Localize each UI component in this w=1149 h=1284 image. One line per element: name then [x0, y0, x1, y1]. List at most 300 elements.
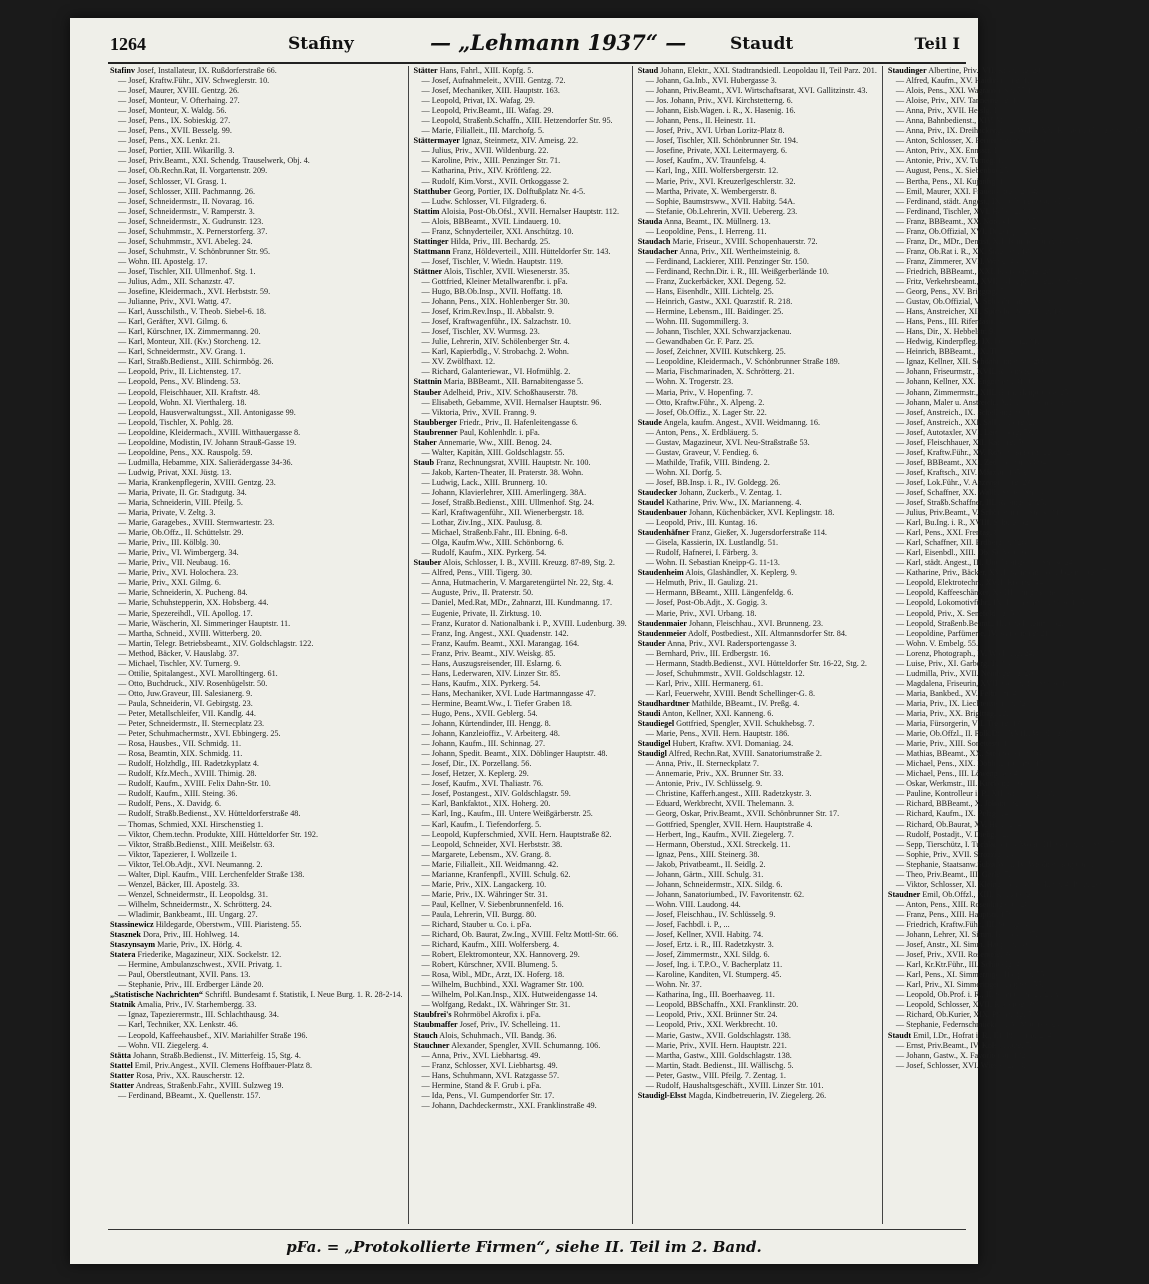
- entry-text: — Gustav, Graveur, V. Fendieg. 6.: [645, 447, 759, 457]
- directory-entry: [110, 1051, 403, 1061]
- directory-entry: [638, 217, 877, 227]
- entry-text: Hildegarde, Oberstwm., VIII. Piaristeng. 55.: [155, 919, 302, 929]
- entry-text: — Josef, Kraftsch., XIV. Märzstr. 105A.: [895, 467, 1029, 477]
- entry-text: — Elisabeth, Gebamme, XVII. Hernalser Hauptstr. 96.: [421, 397, 602, 407]
- directory-entry: [110, 257, 403, 267]
- entry-text: — Karl, Pens., XXI. Frentag. 8.: [895, 528, 1001, 538]
- entry-text: — Johann, Zimmermstr., XIII. Hern. Hauptstraße 25.: [895, 387, 1071, 397]
- entry-text: — Leopold, Fleischhauer, XII. Kraftstr. 48.: [118, 387, 261, 397]
- entry-text: — Viktor, Chem.techn. Produkte, XIII. Hütteldorfer Str. 192.: [118, 829, 319, 839]
- directory-entry: [414, 558, 627, 568]
- entry-text: — Friedrich, BBBeamt., XXI. Konstanzlag. 28.: [895, 266, 1053, 276]
- directory-entry: [414, 277, 627, 287]
- entry-text: — Anton, Pens., XIII. Rosenhügelstr. 28.: [895, 899, 1031, 909]
- directory-entry: [414, 267, 627, 277]
- directory-entry: [638, 277, 877, 287]
- directory-entry: [414, 418, 627, 428]
- entry-text: Rohrmöbel Akrofix i. pFa.: [453, 1010, 541, 1020]
- directory-columns: [108, 66, 1144, 1224]
- entry-text: — Otto, Kraftw.Führ., X. Alpeng. 2.: [645, 397, 765, 407]
- directory-entry: [888, 76, 1144, 86]
- entry-text: — Marie, Priv., XVI. Kreuzerlgeschlerstr. 32.: [645, 176, 796, 186]
- directory-entry: [638, 940, 877, 950]
- entry-text: — Rudolf, Haushaltsgeschäft., XVIII. Linzer Str. 101.: [645, 1080, 824, 1090]
- entry-text: — Gottfried, Spengler, XVII. Hern. Hauptstraße 4.: [645, 819, 813, 829]
- entry-text: — Helmuth, Priv., II. Gaulizg. 21.: [645, 578, 758, 588]
- directory-entry: [414, 377, 627, 387]
- entry-text: — Alois, Pens., XXI. Wagramer Str. 57-103.: [895, 86, 1043, 96]
- entry-text: — Johann, Gärtn., XIII. Schulg. 31.: [645, 869, 764, 879]
- entry-text: — Hedwig, Kinderpfleg., IX. D'Orsang. 11.: [895, 337, 1040, 347]
- directory-entry: [414, 66, 627, 76]
- entry-text: — Marie, Ob.Offzl., II. Polk.Dir., XVIII. Weitlofg. 17.: [895, 729, 1076, 739]
- directory-entry: [888, 166, 1144, 176]
- directory-entry: [414, 639, 627, 649]
- entry-text: — Leopold, Elektrotechn., XVII. Kreuzg. 44.: [895, 578, 1046, 588]
- entry-text: Franz, Rechnungsrat, XVIII. Hauptstr. Nr. 100.: [436, 457, 591, 467]
- entry-text: — Franz, BBBeamt., XX. Nordbahnstr. 17.: [895, 216, 1039, 226]
- first-entry-name: Stafiny: [288, 34, 354, 54]
- directory-entry: [110, 136, 403, 146]
- entry-text: — Leopold, Priv.Beamt., III. Wafag. 29.: [421, 106, 554, 116]
- directory-entry: [888, 749, 1144, 759]
- entry-text: — Josef, Hetzer, X. Keplerg. 29.: [421, 769, 529, 779]
- entry-text: Emil, Ob.Offzl., XIII. Kinnanerg. 31.: [922, 889, 1045, 899]
- entry-text: — Antonie, Priv., IV. Schlüsselg. 9.: [645, 779, 763, 789]
- entry-text: — Anna, Priv., XVI. Liebhartsg. 49.: [421, 1050, 541, 1060]
- directory-entry: [414, 729, 627, 739]
- directory-entry: [638, 86, 877, 96]
- entry-text: Albertine, Priv., VII. Kircheng. 29.: [928, 66, 1043, 75]
- directory-entry: [414, 609, 627, 619]
- directory-entry: [638, 598, 877, 608]
- entry-surname: Stasznek: [110, 930, 141, 940]
- directory-entry: [110, 1091, 403, 1101]
- entry-text: — Maria, Fischmarinaden, X. Schrötterg. 21.: [645, 367, 795, 377]
- entry-text: — Josef, Autotaxler, XVI. Lettenberg. 73.: [895, 427, 1034, 437]
- entry-text: — Josef, Priv., XVI. Urban Loritz-Platz 8.: [645, 126, 785, 136]
- directory-entry: [888, 458, 1144, 468]
- directory-entry: [110, 890, 403, 900]
- entry-text: — Paula, Schneiderin, VI. Gebirgstg. 23.: [118, 698, 253, 708]
- entry-text: — Richard, BBBeamt., X. Johannitrg. 3.: [895, 799, 1030, 809]
- entry-text: — Alfred, Kaufm., XV. Haidmanning. 1.: [895, 76, 1030, 86]
- entry-text: — Paul, Oberstleutnant, XVII. Pans. 13.: [118, 970, 251, 980]
- directory-entry: [414, 840, 627, 850]
- directory-entry: [888, 156, 1144, 166]
- directory-entry: [638, 900, 877, 910]
- directory-entry: [414, 890, 627, 900]
- directory-entry: [888, 267, 1144, 277]
- entry-surname: Staubmaffer: [413, 1020, 458, 1030]
- directory-entry: [638, 739, 877, 749]
- directory-entry: [638, 146, 877, 156]
- entry-text: — Hermine, Stand & F. Grub i. pFa.: [421, 1080, 542, 1090]
- directory-entry: [888, 980, 1144, 990]
- directory-entry: [638, 880, 877, 890]
- directory-entry: [110, 267, 403, 277]
- entry-text: — Anton, Priv., XX. Ennsstr. 18.: [895, 146, 1004, 156]
- directory-entry: [888, 177, 1144, 187]
- entry-text: — Mathilde, Trafik, VIII. Bindeng. 2.: [645, 457, 770, 467]
- entry-text: — Ludw. Schlosser, VI. Filgraderg. 6.: [421, 196, 547, 206]
- directory-entry: [888, 237, 1144, 247]
- directory-entry: [110, 478, 403, 488]
- entry-text: — Jakob, Karten-Theater, II. Praterstr. 38. Wohn.: [421, 467, 584, 477]
- entry-text: — Friedrich, Kraftw.Führ., III. Steing. 3.: [895, 919, 1030, 929]
- directory-entry: [414, 548, 627, 558]
- directory-entry: [888, 910, 1144, 920]
- entry-text: — Wladimir, Bankbeamt., III. Ungarg. 27.: [118, 909, 258, 919]
- directory-entry: [888, 478, 1144, 488]
- entry-text: Amalia, Priv., IV. Starhembergg. 33.: [137, 1000, 257, 1010]
- directory-entry: [414, 367, 627, 377]
- entry-text: — Leopold, Hausverwaltungsst., XII. Antonigasse 99.: [118, 407, 296, 417]
- directory-entry: [414, 146, 627, 156]
- directory-entry: [888, 408, 1144, 418]
- directory-entry: [638, 438, 877, 448]
- entry-text: — Marie, Pens., XVII. Hern. Hauptstr. 186.: [645, 729, 790, 739]
- directory-entry: [414, 156, 627, 166]
- directory-entry: [110, 820, 403, 830]
- directory-entry: [888, 880, 1144, 890]
- entry-text: Anna, Priv., XVI. Radersportengasse 3.: [667, 638, 797, 648]
- directory-entry: [638, 377, 877, 387]
- directory-entry: [638, 609, 877, 619]
- column-1: [108, 66, 408, 1224]
- directory-entry: [110, 940, 403, 950]
- directory-entry: [638, 357, 877, 367]
- directory-entry: [414, 568, 627, 578]
- entry-text: — Margarete, Lebensm., XV. Grang. 8.: [421, 849, 552, 859]
- entry-text: — Karl, Kaufm., I. Tiefendorferg. 5.: [421, 819, 542, 829]
- directory-entry: [110, 177, 403, 187]
- directory-entry: [638, 317, 877, 327]
- entry-text: — Marie, Priv., IX. Währinger Str. 31.: [421, 889, 548, 899]
- directory-entry: [110, 287, 403, 297]
- directory-entry: [888, 548, 1144, 558]
- entry-text: — Marie, Schuhstepperin, XX. Hobsberg. 44.: [118, 598, 269, 608]
- entry-surname: Staudiegel: [637, 719, 675, 729]
- directory-entry: [110, 327, 403, 337]
- directory-entry: [414, 920, 627, 930]
- entry-text: — Rudolf, Kaufm., XIX. Pyrkerg. 54.: [421, 548, 547, 558]
- entry-text: — Karl, Kürschner, IX. Zimmermanng. 20.: [118, 327, 261, 337]
- entry-surname: Statter: [110, 1070, 135, 1080]
- entry-text: — Wolfgang, Redakt., IX. Währinger Str. 31.: [421, 1000, 571, 1010]
- directory-entry: [888, 337, 1144, 347]
- directory-entry: [414, 598, 627, 608]
- entry-surname: Stassinewicz: [110, 919, 154, 929]
- entry-text: — Luise, Priv., XI. Garberg. 11-13.: [895, 658, 1013, 668]
- entry-text: — Ignaz, Tapezierermstr., III. Schlachthausg. 34.: [118, 1010, 279, 1020]
- entry-text: — Katharina, Ing., III. Boerhaaveg. 11.: [645, 990, 775, 1000]
- directory-entry: [110, 910, 403, 920]
- entry-text: — Josef, BB.Insp. i. R., IV. Goldegg. 26.: [645, 477, 781, 487]
- directory-entry: [414, 749, 627, 759]
- entry-text: — Sophie, Baumstrsww., XVII. Habitg. 54A.: [645, 196, 796, 206]
- entry-text: — Franz, Zimmerer, XVII. Wattg. 43.: [895, 256, 1021, 266]
- directory-entry: [888, 679, 1144, 689]
- entry-text: — Ida, Pens., VI. Gumpendorfer Str. 17.: [421, 1090, 555, 1100]
- entry-text: — Leopold, Kaffeeschänker, XVIII. Eungshaimstr. 18.: [895, 588, 1076, 598]
- directory-entry: [414, 629, 627, 639]
- entry-surname: Stattnin: [413, 377, 442, 387]
- directory-entry: [888, 538, 1144, 548]
- entry-text: — Michael, Pens., III. Löwengasse 4.: [895, 769, 1020, 779]
- entry-text: — Hermine, Lebensm., III. Baidinger. 25.: [645, 307, 784, 317]
- directory-entry: [110, 207, 403, 217]
- directory-entry: [888, 277, 1144, 287]
- directory-entry: [414, 769, 627, 779]
- directory-entry: [638, 830, 877, 840]
- entry-text: Annemarie, Ww., XIII. Benog. 24.: [438, 437, 552, 447]
- directory-entry: [414, 789, 627, 799]
- entry-text: — Josef, Anstr., XI. Simm. Hauptstr. 30.: [895, 940, 1029, 950]
- directory-entry: [414, 980, 627, 990]
- entry-text: — Marie, Priv., XIII. Sonettestr. 1.: [895, 739, 1010, 749]
- entry-text: — Rudolf, Straßb.Bedienst., XV. Hütteldorferstraße 48.: [118, 809, 301, 819]
- entry-text: — Marie, Schneiderin, X. Pucheng. 84.: [118, 588, 248, 598]
- directory-entry: [110, 538, 403, 548]
- directory-entry: [638, 558, 877, 568]
- entry-text: — Karl, Feuerwehr, XVIII. Bendt Schellinger-G. 8.: [645, 688, 816, 698]
- entry-text: — Karl, Straßb.Bedienst., XIII. Schirmbög. 26.: [118, 357, 274, 367]
- entry-surname: Staud: [637, 66, 659, 75]
- directory-entry: [888, 438, 1144, 448]
- entry-text: — Daniel, Med.Rat, MDr., Zahnarzt, III. Kundmanng. 17.: [421, 598, 613, 608]
- entry-text: — Josef, Ob.Rechn.Rat, II. Vorgartenstr. 209.: [118, 166, 268, 176]
- entry-text: — Josef, Priv.Beamt., XXI. Schendg. Trauselwerk, Obj. 4.: [118, 156, 310, 166]
- directory-entry: [110, 106, 403, 116]
- entry-text: — Anton, Pens., X. Erdbläuerg. 5.: [645, 427, 759, 437]
- entry-text: — Alfred, Pens., VIII. Tigerg. 30.: [421, 568, 532, 578]
- directory-entry: [414, 458, 627, 468]
- directory-entry: [888, 197, 1144, 207]
- entry-text: — Josef, Anstreich., IX. Schelleing. 9-11.: [895, 407, 1033, 417]
- directory-entry: [888, 769, 1144, 779]
- entry-text: Magda, Kindbetreuerin, IV. Ziegelerg. 26.: [688, 1090, 827, 1100]
- entry-text: — Leopold, Kupferschmied, XVII. Hern. Hauptstraße 82.: [421, 829, 612, 839]
- entry-text: — Ferdinand, BBeamt., X. Quellenstr. 157.: [118, 1090, 261, 1100]
- directory-entry: [414, 900, 627, 910]
- directory-entry: [888, 659, 1144, 669]
- directory-entry: [110, 719, 403, 729]
- entry-text: — Ottilie, Spitalangest., XVI. Marolltingerg. 61.: [118, 668, 278, 678]
- entry-text: — Hans, Eisenhdlr., XIII. Lichtelg. 25.: [645, 287, 774, 297]
- directory-entry: [110, 649, 403, 659]
- directory-entry: [888, 809, 1144, 819]
- entry-text: — Josef, Kraftw.Führ., XIV. Schweglerstr. 10.: [118, 76, 270, 86]
- entry-surname: Staudi: [637, 709, 661, 718]
- entry-text: — Leopoldine, Kleidermach., XVIII. Witthauergasse 8.: [118, 427, 301, 437]
- entry-text: — Rudolf, Kim.Vorst., XVII. Ortkoggasse 2.: [421, 176, 569, 186]
- directory-entry: [414, 448, 627, 458]
- entry-surname: Staudigl: [637, 749, 667, 759]
- directory-entry: [414, 880, 627, 890]
- entry-text: Gottfried, Spengler, XVII. Schukhebsg. 7.: [676, 719, 815, 729]
- entry-text: — Heinrich, BBBeamt., IX. Thurng. 8.: [895, 347, 1025, 357]
- entry-text: — Emil, Maurer, XXI. Frauenstiftg. 12-14.: [895, 186, 1038, 196]
- entry-text: — Ludmilla, Hebamme, XIX. Salierädergasse 34-36.: [118, 457, 293, 467]
- directory-entry: [110, 739, 403, 749]
- header-rule: [108, 62, 966, 64]
- entry-text: — Johann, Tischler, XXI. Schwarzjackenau.: [645, 327, 792, 337]
- directory-entry: [888, 1010, 1144, 1020]
- entry-text: — Leopold, Priv., X. Senefelderg. 5.: [895, 608, 1016, 618]
- entry-text: — Maria, Private, II. Gr. Stadtgutg. 34.: [118, 487, 247, 497]
- directory-entry: [638, 508, 877, 518]
- entry-text: — Pauline, Kontrolleur i. P., XII. Kinnsenig. 18.: [895, 789, 1055, 799]
- directory-entry: [414, 287, 627, 297]
- directory-entry: [414, 588, 627, 598]
- directory-entry: [414, 709, 627, 719]
- directory-entry: [414, 317, 627, 327]
- entry-text: — Josef, Schlosser, VI. Grasg. 1.: [118, 176, 227, 186]
- entry-text: — Jakob, Privatbeamt., II. Seidlg. 2.: [645, 859, 766, 869]
- entry-text: Josef, Installateur, IX. Rußdorferstraße 66.: [137, 66, 277, 75]
- entry-text: — Eugenie, Private, II. Zirktusg. 10.: [421, 608, 542, 618]
- column-2: [408, 66, 632, 1224]
- entry-text: — XV. Zwölfhaxt. 12.: [421, 357, 496, 367]
- page-header: [110, 30, 966, 60]
- entry-text: — Johann, Eisb.Wagen. i. R., X. Hasenig. 16.: [645, 106, 796, 116]
- entry-text: — Viktor, Straßb.Bedienst., XIII. Meißelstr. 63.: [118, 839, 275, 849]
- directory-entry: [414, 930, 627, 940]
- directory-entry: [888, 227, 1144, 237]
- entry-text: — Michael, Tischler, XV. Turnerg. 9.: [118, 658, 241, 668]
- entry-text: — Johann, Priv.Beamt., XVI. Wirtschaftsarat, XVI. Gallitzinstr. 43.: [645, 86, 868, 96]
- entry-text: — Karl, Bu.Ing. i. R., XVIII. Schulg. 62.: [895, 518, 1031, 528]
- entry-text: — Marie, Priv., VI. Wimbergerg. 34.: [118, 548, 239, 558]
- entry-text: — Paul, Kellner, V. Siebenbrunnenfeld. 16.: [421, 899, 564, 909]
- directory-entry: [638, 337, 877, 347]
- entry-text: — Karoline, Kanditen, VI. Stumperg. 45.: [645, 970, 782, 980]
- directory-entry: [888, 609, 1144, 619]
- entry-text: — Ferdinand, städt. Angest., IX. Döblinger Gürtel 17.: [895, 196, 1074, 206]
- entry-text: — Josef, Ob.Offiz., X. Lager Str. 22.: [645, 407, 767, 417]
- entry-surname: Statnik: [110, 1000, 136, 1010]
- directory-entry: [888, 669, 1144, 679]
- entry-text: — Josef, Anstreich., XXI. Sallmanberg. 2.: [895, 417, 1035, 427]
- directory-entry: [110, 76, 403, 86]
- directory-entry: [110, 418, 403, 428]
- entry-text: — Wohn. VIII. Laudong. 44.: [645, 899, 741, 909]
- directory-entry: [110, 830, 403, 840]
- directory-entry: [888, 729, 1144, 739]
- entry-surname: Statthuber: [413, 186, 452, 196]
- directory-entry: [414, 357, 627, 367]
- directory-entry: [888, 1031, 1144, 1041]
- entry-text: Hilda, Priv., III. Bechardg. 25.: [450, 236, 551, 246]
- directory-entry: [110, 659, 403, 669]
- entry-text: — Franz, Kurator d. Nationalbank i. P., XVIII. Ludenburg. 39.: [421, 618, 627, 628]
- directory-entry: [110, 1000, 403, 1010]
- entry-surname: Staudel: [637, 498, 665, 508]
- entry-surname: Staudigel: [637, 739, 671, 749]
- entry-text: Ignaz, Steinmetz, XIV. Ameisg. 22.: [461, 136, 578, 146]
- entry-text: — Josefine, Private, XXI. Leitermayerg. 6.: [645, 146, 787, 156]
- directory-entry: [888, 598, 1144, 608]
- directory-entry: [638, 448, 877, 458]
- entry-text: — Martha, Gastw., XIII. Goldschlagstr. 138.: [645, 1050, 792, 1060]
- entry-text: — Hugo, Pens., XVII. Geblerg. 54.: [421, 709, 538, 718]
- directory-entry: [110, 880, 403, 890]
- directory-entry: [638, 116, 877, 126]
- directory-entry: [888, 146, 1144, 156]
- directory-entry: [888, 739, 1144, 749]
- directory-entry: [638, 649, 877, 659]
- entry-text: Johann, Straßb.Bedienst., IV. Mitterfeig. 15, Stg. 4.: [132, 1050, 301, 1060]
- directory-entry: [414, 659, 627, 669]
- entry-text: — Leopold, BBSchaffn., XXI. Franklinstr. 20.: [645, 1000, 799, 1010]
- directory-entry: [414, 337, 627, 347]
- directory-entry: [638, 187, 877, 197]
- directory-entry: [110, 669, 403, 679]
- directory-entry: [638, 920, 877, 930]
- entry-surname: „Statistische Nachrichten“: [110, 990, 204, 1000]
- entry-surname: Staubberger: [413, 417, 458, 427]
- entry-surname: Stauch: [413, 1030, 438, 1040]
- entry-text: — Wohn. II. Sebastian Kneipp-G. 11-13.: [645, 558, 780, 568]
- entry-text: — Johann, Schneidermstr., XIX. Sildg. 6.: [645, 879, 783, 889]
- directory-entry: [110, 568, 403, 578]
- entry-text: — Franz, Ob.Offizial, XVI. Degenquisg. 79.: [895, 226, 1043, 236]
- directory-entry: [638, 769, 877, 779]
- directory-entry: [638, 669, 877, 679]
- entry-text: — Wohn. III. Sugommillerg. 3.: [645, 317, 749, 327]
- directory-entry: [110, 960, 403, 970]
- directory-entry: [638, 980, 877, 990]
- entry-text: — Marie, Priv., XVII. Hern. Hauptstr. 221.: [645, 1040, 787, 1050]
- directory-entry: [414, 136, 627, 146]
- entry-surname: Staudenmaier: [637, 618, 687, 628]
- entry-text: — Leopold, Straßenb.Beamt., III. Ghelengürtel 62.: [895, 618, 1064, 628]
- entry-text: — Viktor, Tel.Ob.Adjt., XVI. Neumanng. 2.: [118, 859, 263, 869]
- directory-entry: [638, 297, 877, 307]
- entry-surname: Statter: [110, 1080, 135, 1090]
- entry-surname: Staudach: [637, 236, 671, 246]
- directory-entry: [414, 347, 627, 357]
- entry-surname: Stauda: [637, 216, 663, 226]
- directory-entry: [638, 227, 877, 237]
- directory-entry: [638, 1041, 877, 1051]
- directory-entry: [414, 1101, 627, 1111]
- entry-text: — Josef, Lok.Führ., V. Anzengruberg. 23.: [895, 477, 1033, 487]
- entry-text: — Wohn. XI. Dorfg. 5.: [645, 467, 722, 477]
- entry-text: — Josef, Maurer, XVIII. Gentzg. 26.: [118, 86, 240, 96]
- directory-entry: [414, 508, 627, 518]
- entry-text: — Ernst, Priv.Beamt., IV. Kolschnitzg. 7.: [895, 1040, 1032, 1050]
- entry-text: Rosa, Priv., XX. Rauscherstr. 12.: [136, 1070, 245, 1080]
- directory-entry: [638, 498, 877, 508]
- directory-entry: [888, 759, 1144, 769]
- directory-entry: [110, 317, 403, 327]
- entry-surname: Stattinger: [413, 236, 449, 246]
- entry-text: — Hermann, Stadtb.Bedienst., XVI. Hütteldorfer Str. 16-22, Stg. 2.: [645, 658, 867, 668]
- directory-entry: [638, 970, 877, 980]
- entry-text: — Robert, Elektromonteur, XX. Hannoverg. 29.: [421, 950, 580, 960]
- entry-text: — Wohn. Nr. 37.: [645, 980, 702, 990]
- directory-entry: [110, 307, 403, 317]
- entry-text: — Karl, Schaffner, XII. Erdbergstr. 126.: [895, 538, 1029, 548]
- entry-text: — Karl, Kraftwagenführ., XII. Wienerbergstr. 18.: [421, 508, 584, 518]
- directory-entry: [414, 1000, 627, 1010]
- directory-entry: [110, 619, 403, 629]
- directory-entry: [110, 166, 403, 176]
- directory-entry: [888, 709, 1144, 719]
- entry-surname: Stattmann: [413, 246, 451, 256]
